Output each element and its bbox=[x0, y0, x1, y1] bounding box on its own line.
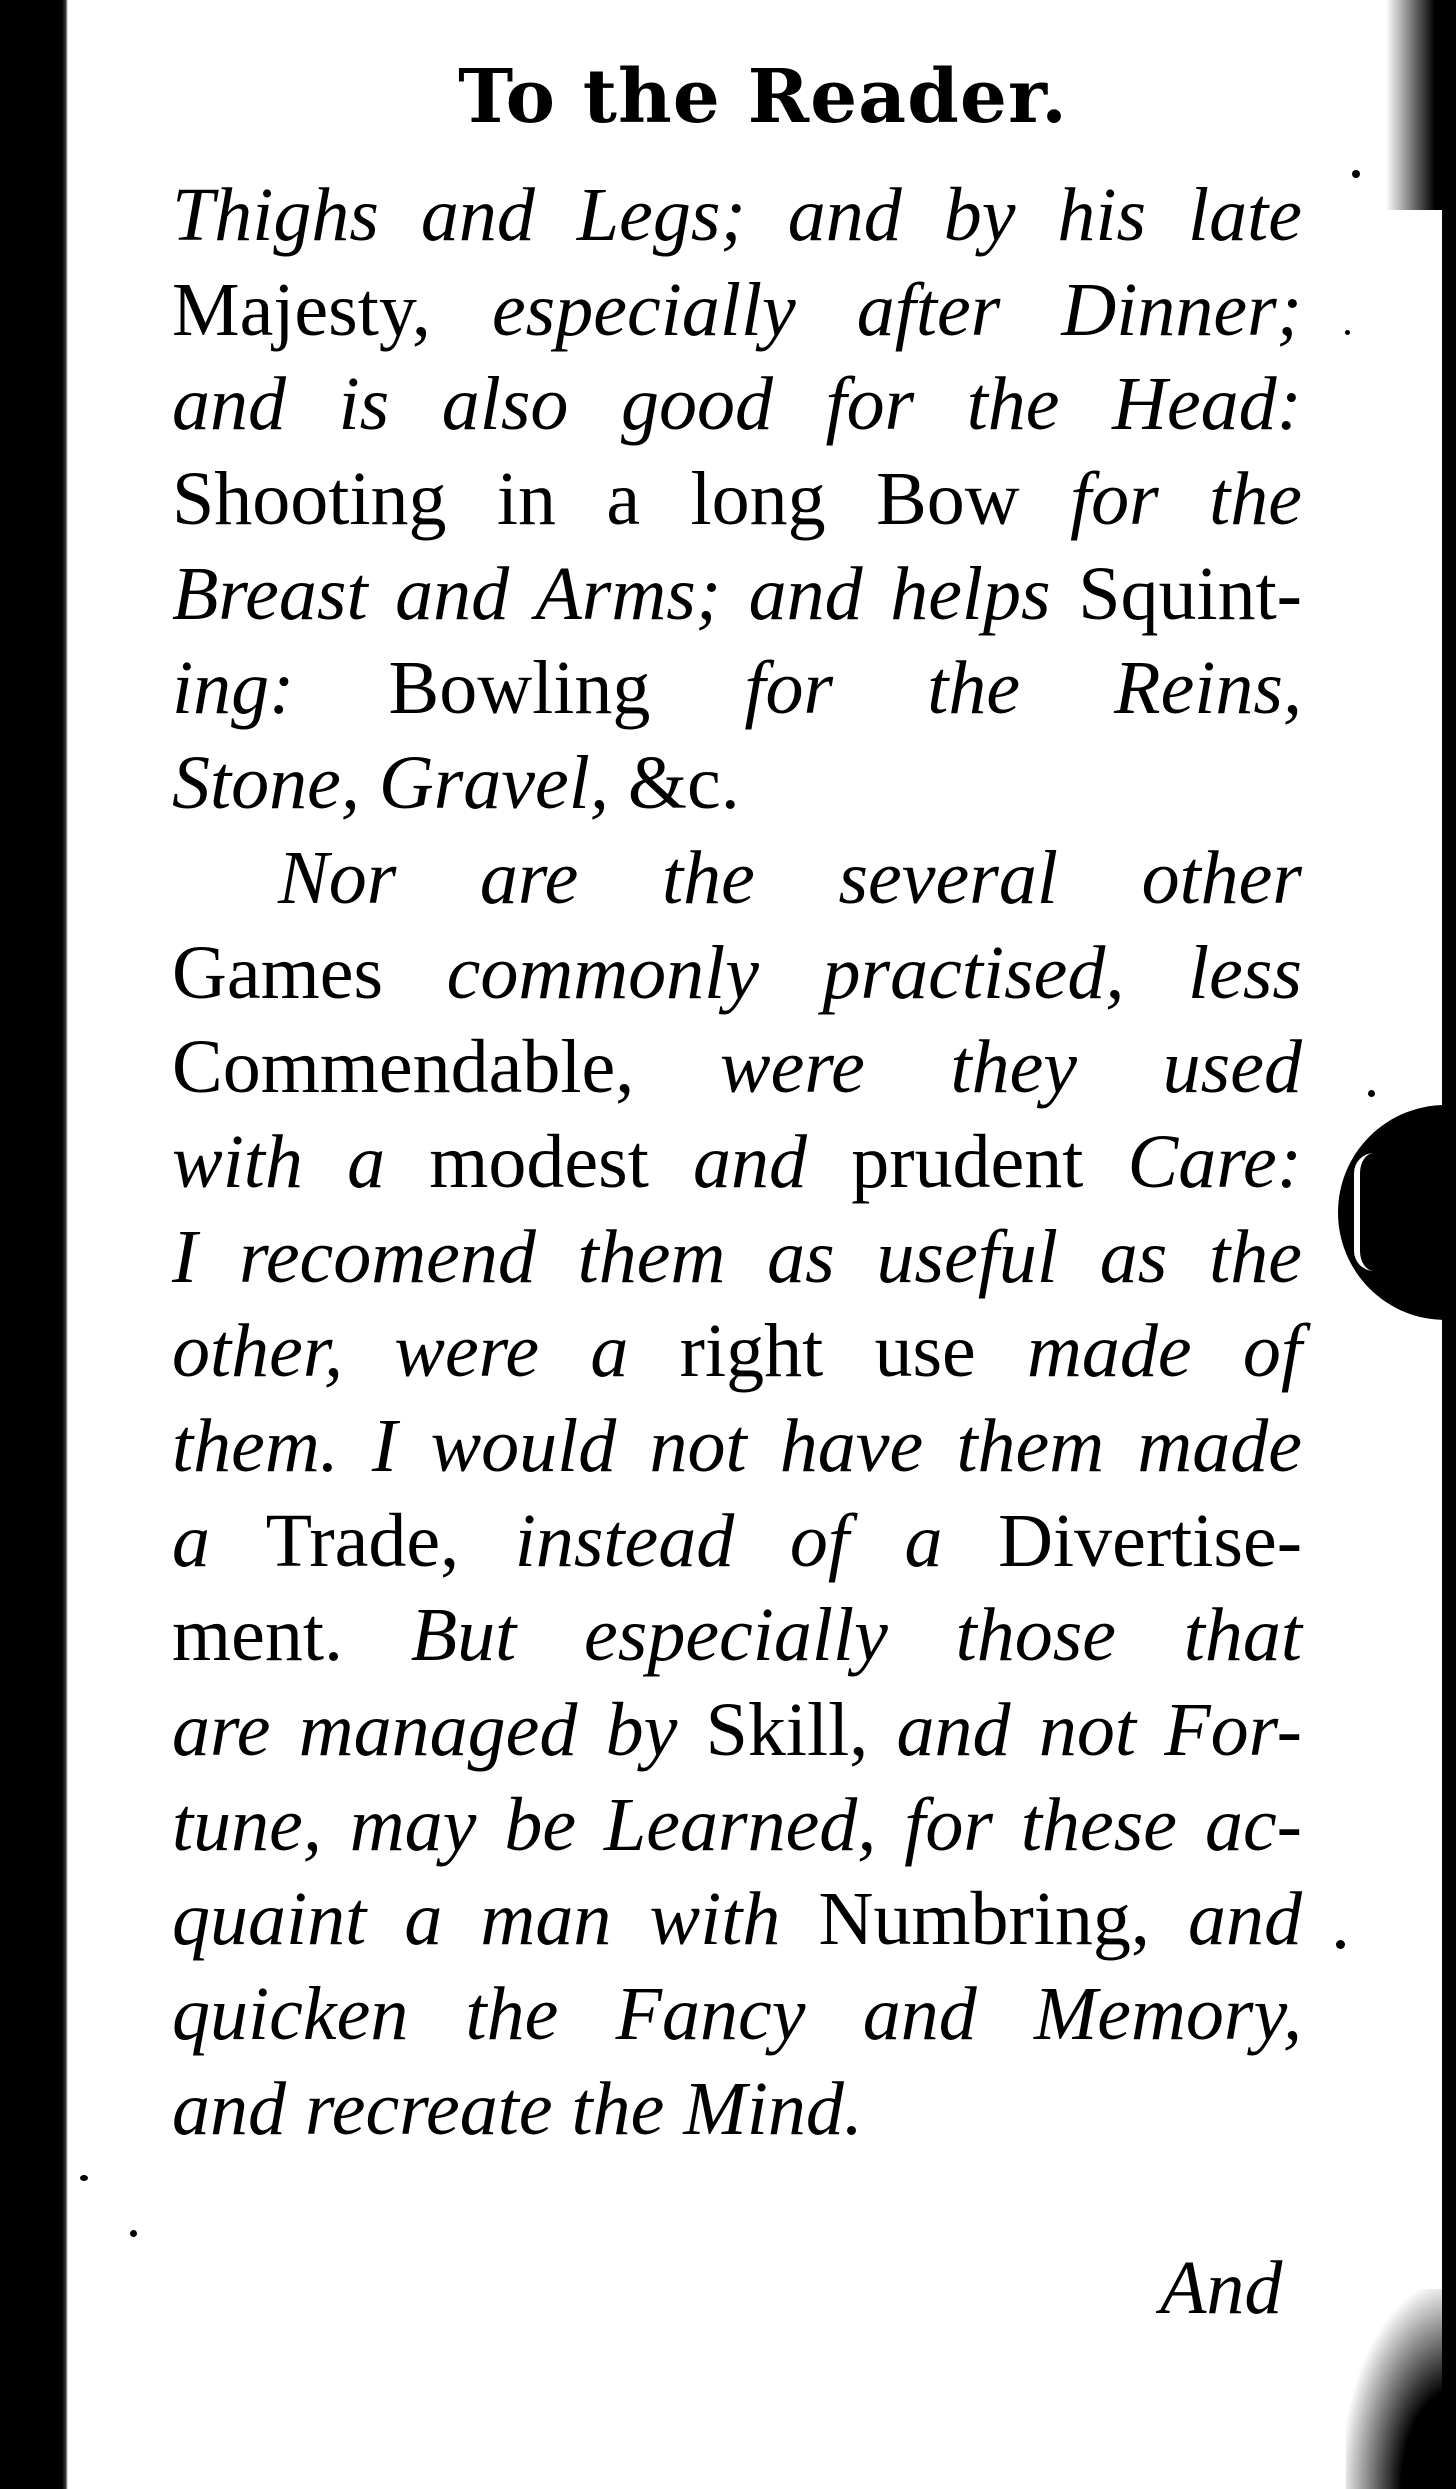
text-segment: other, were a bbox=[172, 1309, 680, 1394]
text-line bbox=[172, 1115, 1302, 1210]
text-line bbox=[172, 641, 1302, 736]
text-line bbox=[172, 736, 1302, 831]
text-line bbox=[172, 2062, 1302, 2157]
text-line bbox=[172, 263, 1302, 358]
text-segment: commonly practised, less bbox=[446, 930, 1302, 1015]
text-line bbox=[172, 1778, 1302, 1873]
text-segment: Divertise- bbox=[998, 1498, 1303, 1583]
text-line bbox=[172, 1304, 1302, 1399]
text-segment: for the bbox=[1070, 457, 1302, 542]
text-line bbox=[172, 357, 1302, 452]
text-line bbox=[172, 1020, 1302, 1115]
text-line bbox=[172, 1210, 1302, 1305]
text-segment: Bowling bbox=[388, 646, 745, 731]
text-line bbox=[172, 547, 1302, 642]
text-segment: tune, may be Learned, for these ac- bbox=[172, 1782, 1302, 1867]
text-segment: them. I would not have them made bbox=[172, 1403, 1302, 1488]
text-segment: Breast and Arms; and helps bbox=[172, 551, 1079, 636]
page-corner-shadow bbox=[1346, 2289, 1456, 2489]
text-segment: and bbox=[693, 1119, 852, 1204]
text-segment: quaint a man with bbox=[172, 1877, 819, 1962]
text-line bbox=[172, 1872, 1302, 1967]
text-segment: Numbring, bbox=[818, 1877, 1188, 1962]
body-text bbox=[172, 168, 1302, 2156]
text-line bbox=[172, 1399, 1302, 1494]
text-segment: are managed by bbox=[172, 1688, 706, 1772]
text-segment: and by his late bbox=[787, 173, 1303, 257]
text-segment: and is also good for the Head: bbox=[172, 362, 1302, 447]
text-segment: with a bbox=[172, 1119, 430, 1204]
text-line bbox=[172, 1494, 1302, 1589]
ink-speck bbox=[80, 2175, 88, 2181]
ink-speck bbox=[1352, 170, 1360, 178]
text-line bbox=[172, 831, 1302, 926]
text-segment: &c. bbox=[627, 741, 740, 826]
text-line bbox=[172, 1588, 1302, 1683]
text-segment: right use bbox=[679, 1309, 1027, 1394]
book-gutter bbox=[0, 0, 62, 2489]
text-segment: Trade, bbox=[265, 1498, 515, 1583]
text-segment: Games bbox=[172, 930, 447, 1015]
text-segment: ing: bbox=[172, 646, 389, 731]
text-line bbox=[172, 1967, 1302, 2062]
text-segment: and not For- bbox=[896, 1688, 1302, 1772]
text-line bbox=[172, 452, 1302, 547]
text-segment: Nor are the several other bbox=[278, 835, 1302, 920]
text-segment: I recomend them as useful as the bbox=[172, 1214, 1302, 1299]
ink-speck bbox=[1345, 330, 1350, 335]
text-segment: prudent bbox=[851, 1119, 1128, 1204]
text-segment: ment. bbox=[172, 1593, 411, 1678]
text-segment: modest bbox=[429, 1119, 693, 1204]
text-segment: Care: bbox=[1127, 1119, 1303, 1204]
text-segment: a bbox=[172, 1498, 266, 1583]
gutter-edge bbox=[62, 0, 68, 2489]
text-segment: Commendable, bbox=[172, 1025, 720, 1110]
thumb-tab bbox=[1338, 1105, 1456, 1320]
text-line bbox=[172, 926, 1302, 1021]
text-segment: were they used bbox=[719, 1025, 1302, 1110]
running-head: To the Reader. bbox=[458, 54, 1068, 140]
text-segment: Squint- bbox=[1078, 551, 1302, 636]
text-segment: instead of a bbox=[514, 1498, 999, 1583]
catchword: And bbox=[1160, 2246, 1283, 2330]
ink-speck bbox=[1336, 1940, 1345, 1949]
text-segment: for the Reins, bbox=[744, 646, 1302, 731]
text-line bbox=[172, 1683, 1302, 1778]
text-segment: and recreate the Mind. bbox=[172, 2066, 863, 2151]
text-segment: quicken the Fancy and Memory, bbox=[172, 1972, 1302, 2057]
text-segment: Majesty, bbox=[172, 267, 492, 352]
ink-speck bbox=[130, 2230, 137, 2237]
text-segment: But especially those that bbox=[410, 1593, 1303, 1678]
text-segment: made of bbox=[1027, 1309, 1302, 1394]
ink-speck bbox=[1368, 1090, 1375, 1097]
text-segment: and bbox=[1187, 1877, 1302, 1962]
text-segment: especially after Dinner; bbox=[491, 267, 1302, 352]
text-segment: Stone, Gravel, bbox=[172, 741, 628, 826]
text-segment: Skill, bbox=[705, 1688, 897, 1772]
text-segment: Shooting in a long Bow bbox=[172, 457, 1071, 542]
text-segment: Thighs and Legs; bbox=[172, 173, 788, 257]
text-line bbox=[172, 168, 1302, 263]
